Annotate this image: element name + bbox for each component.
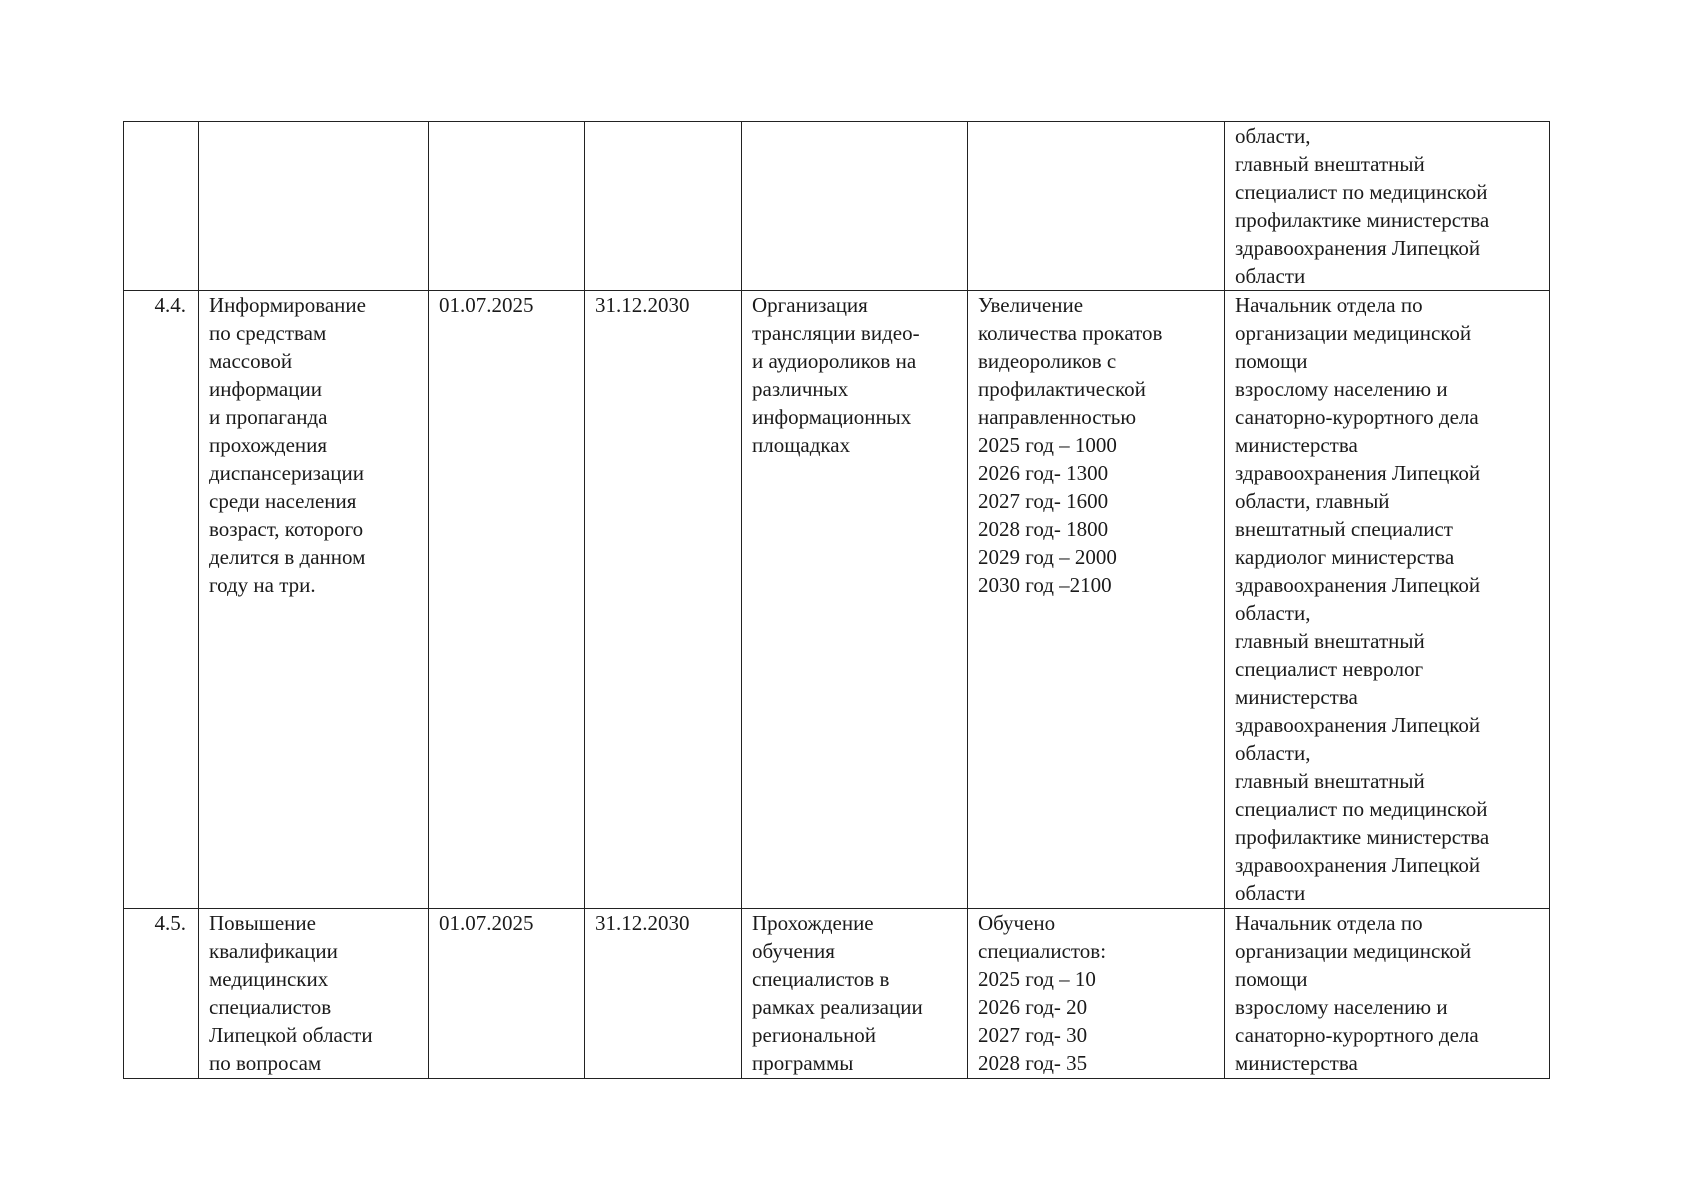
cell-text-line: количества прокатов — [978, 321, 1163, 345]
cell-event — [199, 909, 429, 1079]
cell-text-line: 2025 год – 10 — [978, 967, 1096, 991]
cell-text-line: 2027 год- 30 — [978, 1023, 1088, 1047]
cell-text-line: Прохождение — [752, 911, 874, 935]
cell-text-line: информационных — [752, 405, 912, 429]
cell-text-line: делится в данном — [209, 545, 366, 569]
cell-text-line: главный внештатный — [1235, 152, 1425, 176]
cell-text-line: специалист невролог — [1235, 657, 1424, 681]
cell-result — [968, 122, 1225, 291]
cell-text-line: Начальник отдела по — [1235, 293, 1423, 317]
cell-start-date: 01.07.2025 — [429, 909, 585, 1079]
cell-text-line: 2026 год- 1300 — [978, 461, 1109, 485]
cell-text-line: кардиолог министерства — [1235, 545, 1455, 569]
cell-text-line: программы — [752, 1051, 854, 1075]
cell-text-line: области — [1235, 881, 1306, 905]
cell-text-line: Липецкой области — [209, 1023, 373, 1047]
cell-text-line: рамках реализации — [752, 995, 923, 1019]
cell-text-line: возраст, которого — [209, 517, 364, 541]
cell-text-line: информации — [209, 377, 322, 401]
cell-text-line: 2028 год- 35 — [978, 1051, 1088, 1075]
cell-event — [199, 122, 429, 291]
cell-text-line: Информирование — [209, 293, 366, 317]
cell-text-line: 2027 год- 1600 — [978, 489, 1109, 513]
cell-text-line: направленностью — [978, 405, 1137, 429]
cell-text-line: взрослому населению и — [1235, 377, 1448, 401]
cell-end-date: 31.12.2030 — [585, 909, 742, 1079]
cell-text-line: медицинских — [209, 967, 329, 991]
cell-text-line: по вопросам — [209, 1051, 322, 1075]
cell-text-line: различных — [752, 377, 849, 401]
cell-responsible — [1225, 291, 1550, 909]
cell-text-line: прохождения — [209, 433, 328, 457]
cell-text-line: министерства — [1235, 1051, 1358, 1075]
cell-event — [199, 291, 429, 909]
cell-text-line: здравоохранения Липецкой — [1235, 853, 1481, 877]
cell-text-line: области, — [1235, 601, 1311, 625]
cell-text-line: профилактике министерства — [1235, 208, 1490, 232]
cell-number — [124, 122, 199, 291]
cell-text-line: массовой — [209, 349, 293, 373]
cell-text-line: здравоохранения Липецкой — [1235, 713, 1481, 737]
cell-text-line: главный внештатный — [1235, 769, 1425, 793]
cell-text-line: и пропаганда — [209, 405, 328, 429]
cell-activity — [742, 122, 968, 291]
cell-text-line: специалистов в — [752, 967, 890, 991]
cell-text-line: 2025 год – 1000 — [978, 433, 1117, 457]
cell-text-line: квалификации — [209, 939, 338, 963]
cell-text-line: Увеличение — [978, 293, 1084, 317]
cell-text-line: специалистов — [209, 995, 332, 1019]
cell-text-line: профилактической — [978, 377, 1146, 401]
cell-text-line: Обучено — [978, 911, 1056, 935]
cell-text-line: внештатный специалист — [1235, 517, 1453, 541]
cell-text-line: специалист по медицинской — [1235, 797, 1488, 821]
cell-text-line: здравоохранения Липецкой — [1235, 573, 1481, 597]
cell-text-line: области — [1235, 264, 1306, 288]
cell-text-line: региональной — [752, 1023, 876, 1047]
cell-start-date: 01.07.2025 — [429, 291, 585, 909]
cell-responsible — [1225, 909, 1550, 1079]
cell-text-line: области, — [1235, 741, 1311, 765]
cell-text-line: Начальник отдела по — [1235, 911, 1423, 935]
cell-text-line: трансляции видео- — [752, 321, 920, 345]
cell-text-line: обучения — [752, 939, 835, 963]
cell-text-line: году на три. — [209, 573, 316, 597]
cell-end-date — [585, 122, 742, 291]
cell-text-line: санаторно-курортного дела — [1235, 405, 1479, 429]
cell-responsible — [1225, 122, 1550, 291]
cell-end-date: 31.12.2030 — [585, 291, 742, 909]
cell-text-line: 2029 год – 2000 — [978, 545, 1117, 569]
cell-activity — [742, 909, 968, 1079]
table-row — [124, 291, 1550, 909]
cell-text-line: области, главный — [1235, 489, 1390, 513]
cell-number: 4.4. — [124, 291, 199, 909]
cell-activity — [742, 291, 968, 909]
cell-text-line: 2028 год- 1800 — [978, 517, 1109, 541]
cell-text-line: специалистов: — [978, 939, 1107, 963]
cell-text-line: санаторно-курортного дела — [1235, 1023, 1479, 1047]
cell-text-line: специалист по медицинской — [1235, 180, 1488, 204]
cell-text-line: министерства — [1235, 685, 1358, 709]
cell-result — [968, 291, 1225, 909]
cell-text-line: по средствам — [209, 321, 327, 345]
cell-text-line: области, — [1235, 124, 1311, 148]
plan-table — [123, 121, 1550, 1079]
cell-text-line: помощи — [1235, 349, 1308, 373]
table-row — [124, 909, 1550, 1079]
cell-text-line: Повышение — [209, 911, 316, 935]
cell-text-line: площадках — [752, 433, 851, 457]
cell-text-line: 2026 год- 20 — [978, 995, 1088, 1019]
cell-result — [968, 909, 1225, 1079]
cell-text-line: здравоохранения Липецкой — [1235, 236, 1481, 260]
table-row — [124, 122, 1550, 291]
cell-text-line: взрослому населению и — [1235, 995, 1448, 1019]
cell-text-line: 2030 год –2100 — [978, 573, 1112, 597]
cell-text-line: главный внештатный — [1235, 629, 1425, 653]
cell-text-line: Организация — [752, 293, 868, 317]
cell-text-line: видеороликов с — [978, 349, 1117, 373]
cell-text-line: среди населения — [209, 489, 357, 513]
cell-text-line: здравоохранения Липецкой — [1235, 461, 1481, 485]
cell-text-line: диспансеризации — [209, 461, 365, 485]
cell-text-line: профилактике министерства — [1235, 825, 1490, 849]
cell-start-date — [429, 122, 585, 291]
cell-text-line: министерства — [1235, 433, 1358, 457]
cell-text-line: организации медицинской — [1235, 939, 1472, 963]
cell-text-line: помощи — [1235, 967, 1308, 991]
cell-text-line: организации медицинской — [1235, 321, 1472, 345]
cell-text-line: и аудиороликов на — [752, 349, 917, 373]
cell-number: 4.5. — [124, 909, 199, 1079]
